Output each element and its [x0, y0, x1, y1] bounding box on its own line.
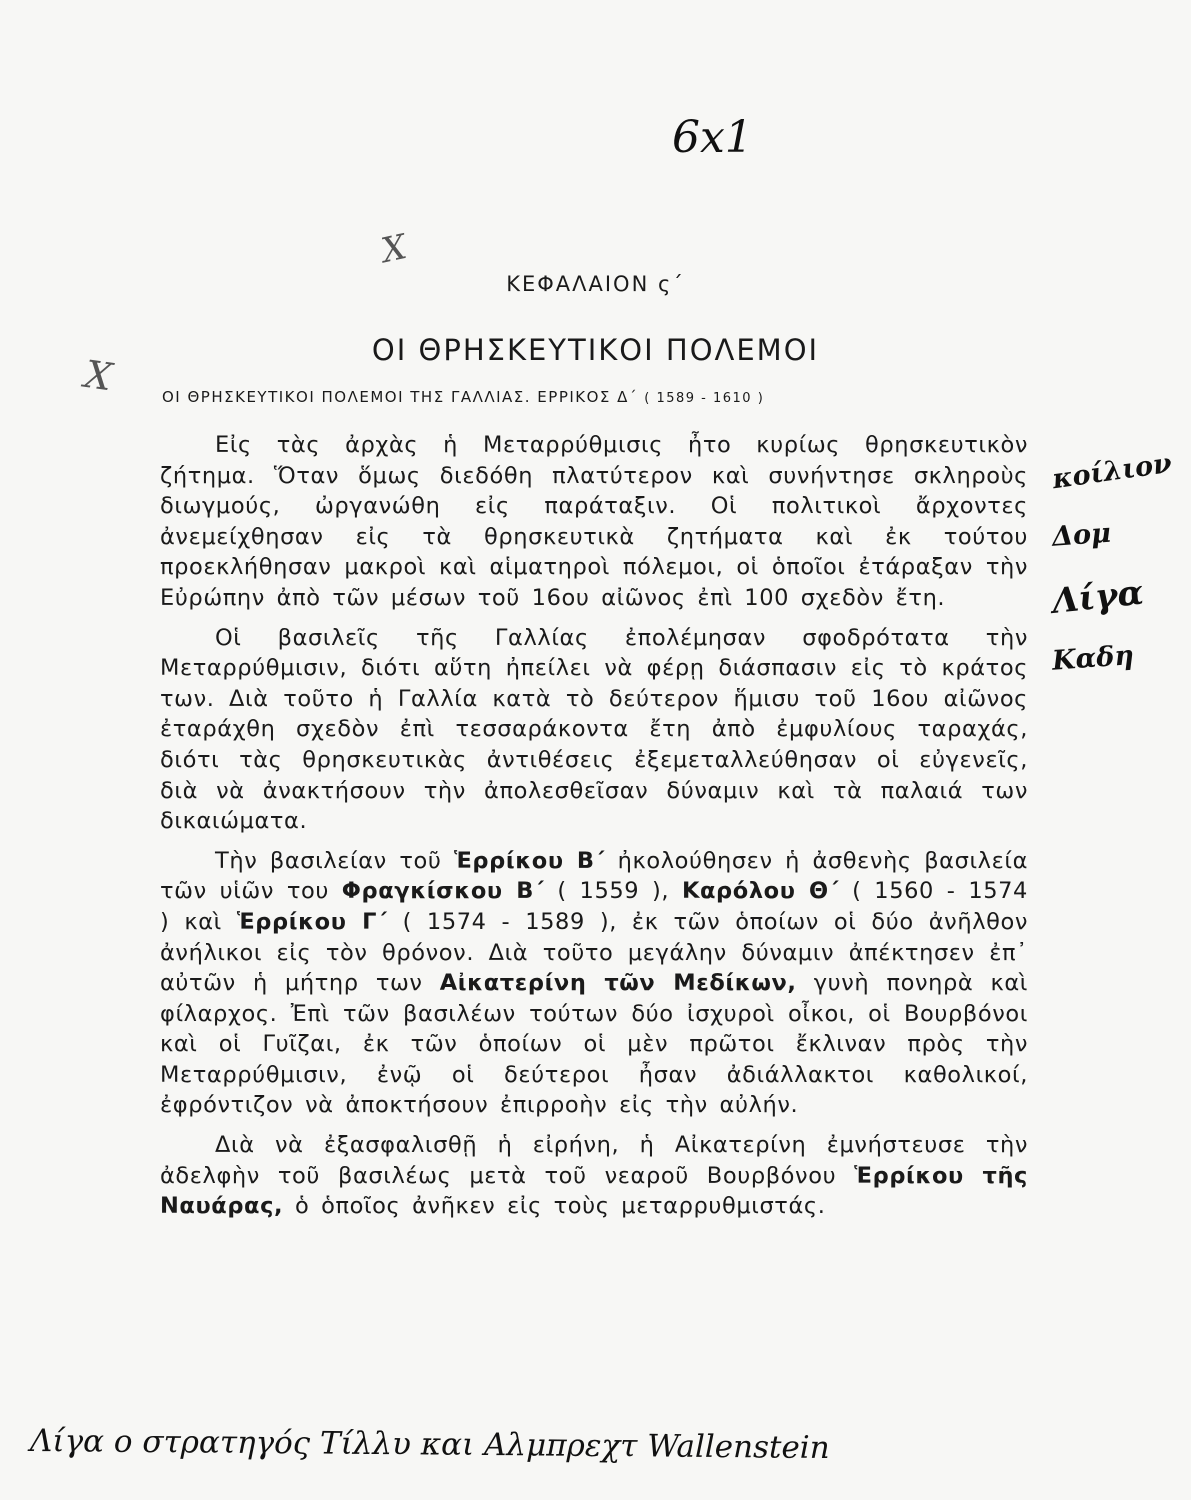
- paragraph-text: ( 1559 ),: [544, 878, 682, 905]
- bold-name: Φραγκίσκου Β΄: [341, 878, 545, 905]
- bold-name: Ἑρρίκου τῆς Ναυάρας,: [160, 1162, 1028, 1220]
- bold-name: Αἰκατερίνη τῶν Μεδίκων,: [439, 970, 797, 997]
- handwritten-margin-note: [1052, 440, 1187, 688]
- paragraph-text: Οἱ βασιλεῖς τῆς Γαλλίας ἐπολέμησαν σφοδρότατα τὴν Μεταρρύθμισιν, διότι αὕτη ἠπείλει νὰ φέρῃ διάσπασιν εἰς τὸ κράτος των. Διὰ τοῦτο ἡ Γαλλία κατὰ τὸ δεύτερον ἥμισυ τοῦ 16ου αἰῶνος ἐταράχθη σχεδὸν ἐπὶ τεσσαράκοντα ἔτη ἀπὸ ἐμφυλίους ταραχάς, διότι τὰς θρησκευτικὰς ἀντιθέσεις ἐξεμεταλλεύθησαν οἱ εὐγενεῖς, διὰ νὰ ἀνακτήσουν τὴν ἀπολεσθεῖσαν δύναμιν καὶ τὰ παλαιά των δικαιώματα.: [160, 624, 1028, 835]
- bold-name: Ἑρρίκου Γ΄: [236, 908, 388, 935]
- paragraph-text: Τὴν βασιλείαν τοῦ: [215, 847, 454, 874]
- bold-name: Καρόλου Θ΄: [681, 878, 840, 905]
- paragraph-text: ( 1574 - 1589 ), ἐκ τῶν ὁποίων οἱ δύο ἀνῆλθον ἀνήλικοι εἰς τὸν θρόνον. Διὰ τοῦτο μεγάλην δύναμιν ἀπέκτησεν ἐπ᾽ αὐτῶν ἡ μήτηρ των: [160, 908, 1029, 997]
- handwritten-bottom-note: Λίγα ο στρατηγός Τίλλυ και Αλμπρεχτ Wallenstein: [29, 1423, 830, 1467]
- chapter-heading: ΚΕΦΑΛΑΙΟΝ ς΄: [506, 272, 685, 296]
- paragraph-text: ὁ ὁποῖος ἀνῆκεν εἰς τοὺς μεταρρυθμιστάς.: [283, 1193, 826, 1220]
- subtitle-text: ΟΙ ΘΡΗΣΚΕΥΤΙΚΟΙ ΠΟΛΕΜΟΙ ΤΗΣ ΓΑΛΛΙΑΣ. ΕΡΡΙΚΟΣ Δ΄: [162, 388, 638, 406]
- paragraph-text: ( 1560 - 1574 ) καὶ: [160, 878, 1028, 935]
- margin-note-line: κοίλιον: [1050, 447, 1174, 496]
- section-subtitle: [162, 388, 764, 406]
- handwritten-check-mark: X: [81, 352, 115, 400]
- body-text: [160, 430, 1028, 1222]
- handwritten-page-mark: 6x1: [672, 112, 753, 163]
- margin-note-line: Λίγα: [1050, 572, 1146, 622]
- paragraph-text: ἠκολούθησεν ἡ ἀσθενὴς βασιλεία τῶν υἱῶν του: [160, 847, 1028, 905]
- paragraph-text: Εἰς τὰς ἀρχὰς ἡ Μεταρρύθμισις ἦτο κυρίως θρησκευτικὸν ζήτημα. Ὅταν ὅμως διεδόθη πλατύτερον καὶ συνήντησε σκληροὺς διωγμούς, ὠργανώθη εἰς παράταξιν. Οἱ πολιτικοὶ ἄρχοντες ἀνεμείχθησαν εἰς τὰ θρησκευτικὰ ζητήματα καὶ ἐκ τούτου προεκλήθησαν μακροὶ καὶ αἱματηροὶ πόλεμοι, οἱ ὁποῖοι ἐτάραξαν τὴν Εὐρώπην ἀπὸ τῶν μέσων τοῦ 16ου αἰῶνος ἐπὶ 100 σχεδὸν ἔτη.: [160, 432, 1028, 611]
- paragraph-2: [160, 623, 1028, 837]
- paragraph-4: [160, 1130, 1028, 1222]
- margin-note-line: Δομ: [1051, 517, 1112, 553]
- bold-name: Ἑρρίκου Β΄: [453, 847, 606, 874]
- handwritten-check-mark: X: [378, 226, 411, 272]
- page-title: ΟΙ ΘΡΗΣΚΕΥΤΙΚΟΙ ΠΟΛΕΜΟΙ: [371, 333, 820, 367]
- paragraph-text: γυνὴ πονηρὰ καὶ φίλαρχος. Ἐπὶ τῶν βασιλέων τούτων δύο ἰσχυροὶ οἶκοι, οἱ Βουρβόνοι καὶ οἱ Γυῖζαι, ἐκ τῶν ὁποίων οἱ μὲν πρῶτοι ἔκλιναν πρὸς τὴν Μεταρρύθμισιν, ἐνῷ οἱ δεύτεροι ἦσαν ἀδιάλλακτοι καθολικοί, ἐφρόντιζον νὰ ἀποκτήσουν ἐπιρροὴν εἰς τὴν αὐλήν.: [160, 970, 1028, 1119]
- margin-note-line: Καδη: [1051, 640, 1135, 677]
- paragraph-text: Διὰ νὰ ἐξασφαλισθῇ ἡ εἰρήνη, ἡ Αἰκατερίνη ἐμνήστευσε τὴν ἀδελφὴν τοῦ βασιλέως μετὰ τοῦ νεαροῦ Βουρβόνου: [160, 1132, 1028, 1189]
- paragraph-3: [160, 846, 1028, 1121]
- paragraph-1: [160, 430, 1028, 614]
- subtitle-years: ( 1589 - 1610 ): [644, 391, 765, 406]
